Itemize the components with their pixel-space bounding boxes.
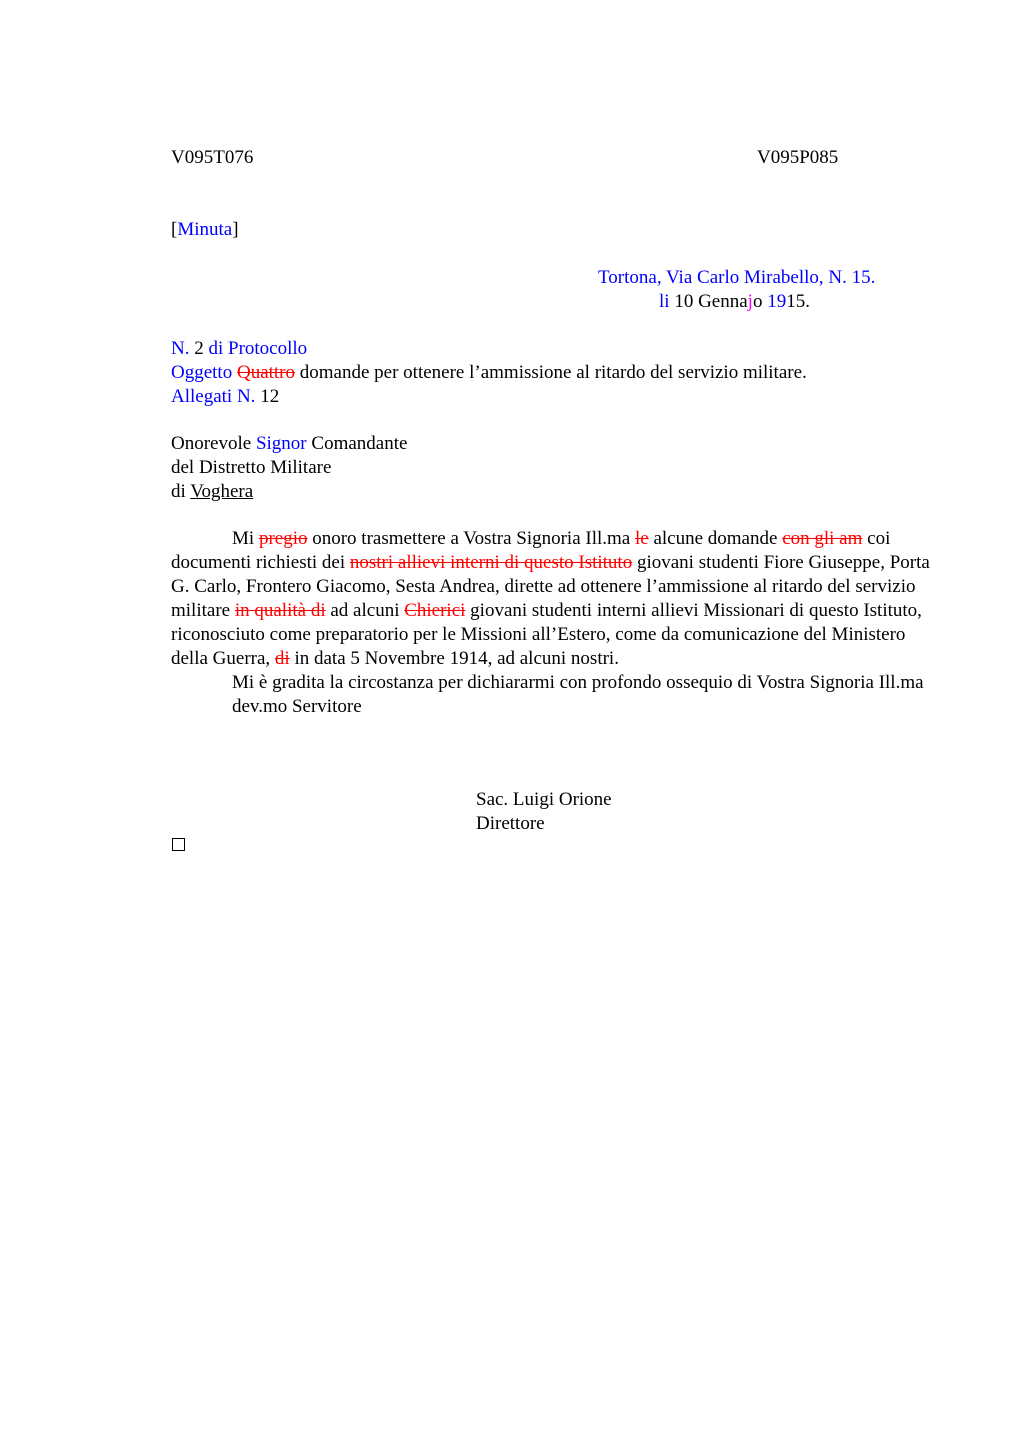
place-date bbox=[659, 290, 810, 314]
deleted-word: le bbox=[634, 528, 649, 549]
addressee-line-1 bbox=[171, 432, 407, 456]
protocol-attachments bbox=[171, 385, 279, 409]
body-paragraph-1 bbox=[171, 527, 931, 671]
date-correction-j: j bbox=[747, 291, 753, 312]
subject-deleted-word: Quattro bbox=[236, 362, 296, 383]
deleted-word: pregio bbox=[258, 528, 308, 549]
body-text-run: ad alcuni bbox=[330, 600, 400, 621]
deleted-phrase: in qualità di bbox=[234, 600, 326, 621]
addressee-honorific: Onorevole bbox=[171, 433, 252, 454]
attachments-value: 12 bbox=[260, 386, 280, 407]
date-prefix: li bbox=[659, 291, 670, 312]
subject-label: Oggetto bbox=[171, 362, 233, 383]
protocol-number bbox=[171, 337, 307, 361]
body-text-run: Mi bbox=[232, 528, 255, 549]
signature-name: Sac. Luigi Orione bbox=[476, 789, 612, 810]
body-text-run: in data 5 Novembre 1914, ad alcuni nostri. bbox=[294, 648, 619, 669]
document-code-left: V095T076 bbox=[171, 147, 254, 168]
deleted-word: di bbox=[274, 648, 290, 669]
addressee-signor: Signor bbox=[255, 433, 307, 454]
minuta-text: Minuta bbox=[177, 219, 233, 240]
date-year-end: 15. bbox=[786, 291, 810, 312]
signature-title: Direttore bbox=[476, 813, 545, 834]
body-text-run: onoro trasmettere a Vostra Signoria Ill.ma bbox=[312, 528, 631, 549]
addressee-line-2: del Distretto Militare bbox=[171, 457, 332, 478]
deleted-word: Chierici bbox=[404, 600, 466, 621]
minuta-label bbox=[171, 218, 239, 242]
protocol-label: di Protocollo bbox=[208, 338, 308, 359]
body-text-run: giovani studenti Fiore Giuseppe, Porta G. Carlo, Frontero Giacomo, Sesta Andrea, dirette ad ottenere l’ammissione al ritardo del servizio militare bbox=[171, 552, 930, 621]
body-text-run: coi documenti richiesti dei bbox=[171, 528, 891, 573]
attachments-label: Allegati N. bbox=[171, 386, 256, 407]
protocol-n-label: N. bbox=[171, 338, 190, 359]
date-day-month: 10 Genna bbox=[674, 291, 748, 312]
protocol-n-value: 2 bbox=[194, 338, 204, 359]
body-paragraph-2: Mi è gradita la circostanza per dichiararmi con profondo ossequio di Vostra Signoria Ill.ma bbox=[232, 672, 924, 693]
date-year-century: 19 bbox=[767, 291, 787, 312]
body-text-run: alcune domande bbox=[653, 528, 778, 549]
subject-text: domande per ottenere l’ammissione al ritardo del servizio militare. bbox=[299, 362, 807, 383]
document-code-right: V095P085 bbox=[757, 147, 839, 168]
close-bracket: ] bbox=[232, 219, 239, 240]
protocol-subject bbox=[171, 361, 807, 385]
addressee-rank: Comandante bbox=[311, 433, 408, 454]
place-address: Tortona, Via Carlo Mirabello, N. 15. bbox=[598, 267, 876, 288]
open-bracket: [ bbox=[171, 219, 178, 240]
end-marker-box-icon bbox=[172, 838, 185, 851]
date-month-end: o bbox=[752, 291, 763, 312]
addressee-city: Voghera bbox=[190, 481, 254, 502]
body-closing: dev.mo Servitore bbox=[232, 696, 362, 717]
deleted-word: con gli am bbox=[782, 528, 863, 549]
addressee-line-3 bbox=[171, 480, 253, 504]
addressee-di: di bbox=[171, 481, 186, 502]
deleted-phrase: nostri allievi interni di questo Istituto bbox=[349, 552, 633, 573]
letter-body bbox=[171, 527, 931, 719]
body-text-run: giovani studenti interni allievi Missionari di questo Istituto, riconosciuto come preparatorio per le Missioni all’Estero, come da comunicazione del Ministero della Guerra, bbox=[171, 600, 922, 669]
